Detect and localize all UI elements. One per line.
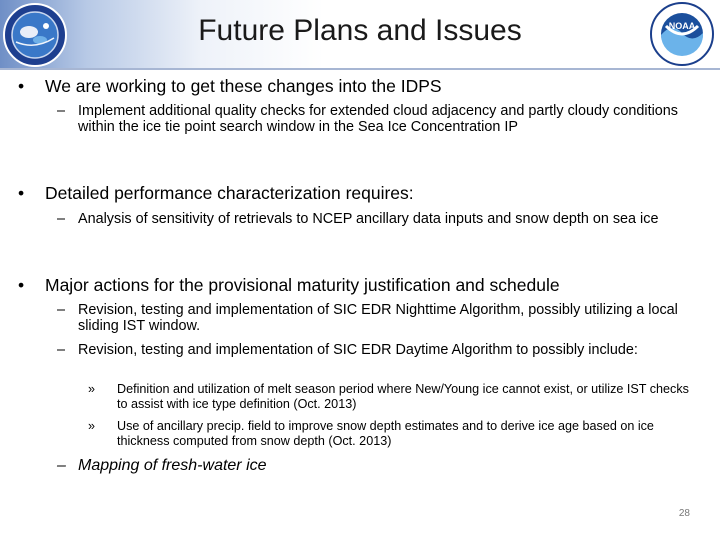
bullet-text: Detailed performance characterization requires: <box>45 183 414 203</box>
dash-marker: – <box>57 342 66 358</box>
sub-bullet-text: Revision, testing and implementation of SIC EDR Nighttime Algorithm, possibly utilizing a local sliding IST window. <box>78 302 678 334</box>
nasa-nesdis-seal-icon <box>2 2 68 68</box>
dash-marker: – <box>57 211 66 227</box>
bullet-text: We are working to get these changes into the IDPS <box>45 76 442 96</box>
dash-marker: – <box>57 457 66 474</box>
dash-marker: – <box>57 103 66 119</box>
sub-sub-bullet-text: Use of ancillary precip. field to improve snow depth estimates and to derive ice age based on ice thickness computed from snow depth (Oct. 2013) <box>117 419 654 448</box>
sub-bullet-text: Implement additional quality checks for extended cloud adjacency and partly cloudy conditions within the ice tie point search window in the Sea Ice Concentration IP <box>78 103 678 135</box>
page-number: 28 <box>678 508 690 519</box>
bullet-text: Major actions for the provisional maturity justification and schedule <box>45 275 560 295</box>
sub-bullet-text: Mapping of fresh-water ice <box>78 457 267 474</box>
bullet-marker: • <box>18 183 25 203</box>
sub-sub-bullet-text: Definition and utilization of melt season period where New/Young ice cannot exist, or utilize IST checks to assist with ice type definition (Oct. 2013) <box>117 382 689 411</box>
sub-bullet-text: Analysis of sensitivity of retrievals to NCEP ancillary data inputs and snow depth on sea ice <box>78 211 659 227</box>
bullet-marker: • <box>18 76 25 96</box>
bullet-marker: • <box>18 275 25 295</box>
noaa-logo-icon <box>650 2 714 66</box>
sub-bullet-text: Revision, testing and implementation of SIC EDR Daytime Algorithm to possibly include: <box>78 342 638 358</box>
dash-marker: – <box>57 302 66 318</box>
noaa-logo-text: NOAA <box>668 21 696 31</box>
header-divider <box>0 68 720 70</box>
chevron-marker: » <box>88 382 96 396</box>
slide-title: Future Plans and Issues <box>198 14 522 47</box>
chevron-marker: » <box>88 419 96 433</box>
